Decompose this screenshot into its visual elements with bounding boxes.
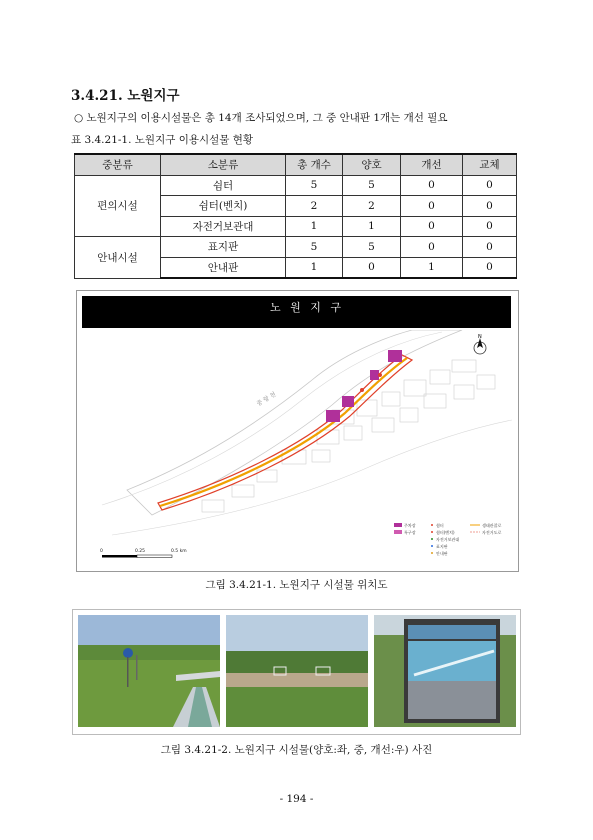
table-cell: 0 bbox=[463, 237, 517, 258]
table-caption: 표 3.4.21-1. 노원지구 이용시설물 현황 bbox=[71, 134, 254, 146]
table-cell: 0 bbox=[343, 257, 401, 278]
scale-label: 0.5 km bbox=[171, 549, 187, 554]
table-cell: 1 bbox=[343, 216, 401, 237]
legend-item: 생태관찰로 bbox=[482, 523, 502, 528]
section-heading: 3.4.21. 노원지구 bbox=[71, 88, 180, 104]
header-total: 총 개수 bbox=[286, 154, 343, 175]
facility-zone bbox=[388, 350, 402, 362]
river-outline bbox=[127, 330, 462, 515]
header-replace: 교체 bbox=[463, 154, 517, 175]
table-cell: 5 bbox=[343, 237, 401, 258]
photo-good-middle bbox=[226, 615, 368, 727]
table-cell: 0 bbox=[401, 175, 463, 196]
legend-item: 쉼터(벤치) bbox=[436, 530, 455, 535]
scale-label: 0 bbox=[100, 549, 103, 554]
map-drawing bbox=[82, 330, 512, 566]
header-good: 양호 bbox=[343, 154, 401, 175]
table-cell: 쉼터 bbox=[161, 175, 286, 196]
table-cell: 0 bbox=[463, 216, 517, 237]
table-cell: 쉼터(벤치) bbox=[161, 196, 286, 217]
figure1-caption: 그림 3.4.21-1. 노원지구 시설물 위치도 bbox=[205, 579, 388, 591]
legend-item: 특구장 bbox=[404, 530, 416, 535]
legend-item: 안내판 bbox=[436, 551, 448, 556]
north-arrow-icon bbox=[474, 334, 486, 354]
page-number: - 194 - bbox=[279, 793, 314, 805]
table-cell: 안내판 bbox=[161, 257, 286, 278]
table-row bbox=[75, 175, 517, 196]
table-cell: 5 bbox=[286, 175, 343, 196]
legend-item: 주차장 bbox=[404, 523, 416, 528]
legend-item: 쉼터 bbox=[436, 523, 444, 528]
legend-item: 자전거도로 bbox=[482, 530, 502, 535]
table-cell: 5 bbox=[286, 237, 343, 258]
table-header-row bbox=[75, 154, 517, 175]
river-label: 중 랑 천 bbox=[255, 391, 278, 408]
facility-table bbox=[74, 153, 517, 279]
table-cell: 1 bbox=[401, 257, 463, 278]
scale-bar bbox=[100, 548, 187, 558]
legend-item: 표지판 bbox=[436, 544, 448, 549]
north-label: N bbox=[478, 334, 482, 340]
facility-zone bbox=[370, 370, 379, 380]
scale-label: 0.25 bbox=[135, 549, 146, 554]
summary-paragraph: ○ 노원지구의 이용시설물은 총 14개 조사되었으며, 그 중 안내판 1개는 개선 필요 bbox=[74, 112, 448, 124]
photo-good-left bbox=[78, 615, 220, 727]
table-cell: 0 bbox=[463, 175, 517, 196]
map-title: 노 원 지 구 bbox=[270, 301, 344, 314]
table-cell: 표지판 bbox=[161, 237, 286, 258]
map-legend bbox=[394, 522, 501, 556]
figure2-caption: 그림 3.4.21-2. 노원지구 시설물(양호:좌, 중, 개선:우) 사진 bbox=[160, 744, 433, 756]
table-cell: 0 bbox=[401, 196, 463, 217]
table-cell: 1 bbox=[286, 216, 343, 237]
table-cell: 자전거보관대 bbox=[161, 216, 286, 237]
category-cell: 안내시설 bbox=[75, 237, 161, 279]
table-cell: 2 bbox=[343, 196, 401, 217]
table-cell: 0 bbox=[401, 237, 463, 258]
table-cell: 2 bbox=[286, 196, 343, 217]
table-cell: 5 bbox=[343, 175, 401, 196]
category-cell: 편의시설 bbox=[75, 175, 161, 237]
table-cell: 0 bbox=[463, 257, 517, 278]
legend-item: 자전거보관대 bbox=[436, 537, 460, 542]
table-row bbox=[75, 237, 517, 258]
photo-improve-right bbox=[374, 615, 516, 727]
header-subcategory: 소분류 bbox=[161, 154, 286, 175]
header-improve: 개선 bbox=[401, 154, 463, 175]
table-cell: 0 bbox=[463, 196, 517, 217]
facility-zone bbox=[326, 410, 340, 422]
facility-zone bbox=[342, 396, 354, 407]
table-cell: 1 bbox=[286, 257, 343, 278]
header-category: 중분류 bbox=[75, 154, 161, 175]
facility-marker bbox=[360, 388, 364, 392]
facility-marker bbox=[378, 373, 382, 377]
bike-path bbox=[160, 358, 407, 506]
table-cell: 0 bbox=[401, 216, 463, 237]
